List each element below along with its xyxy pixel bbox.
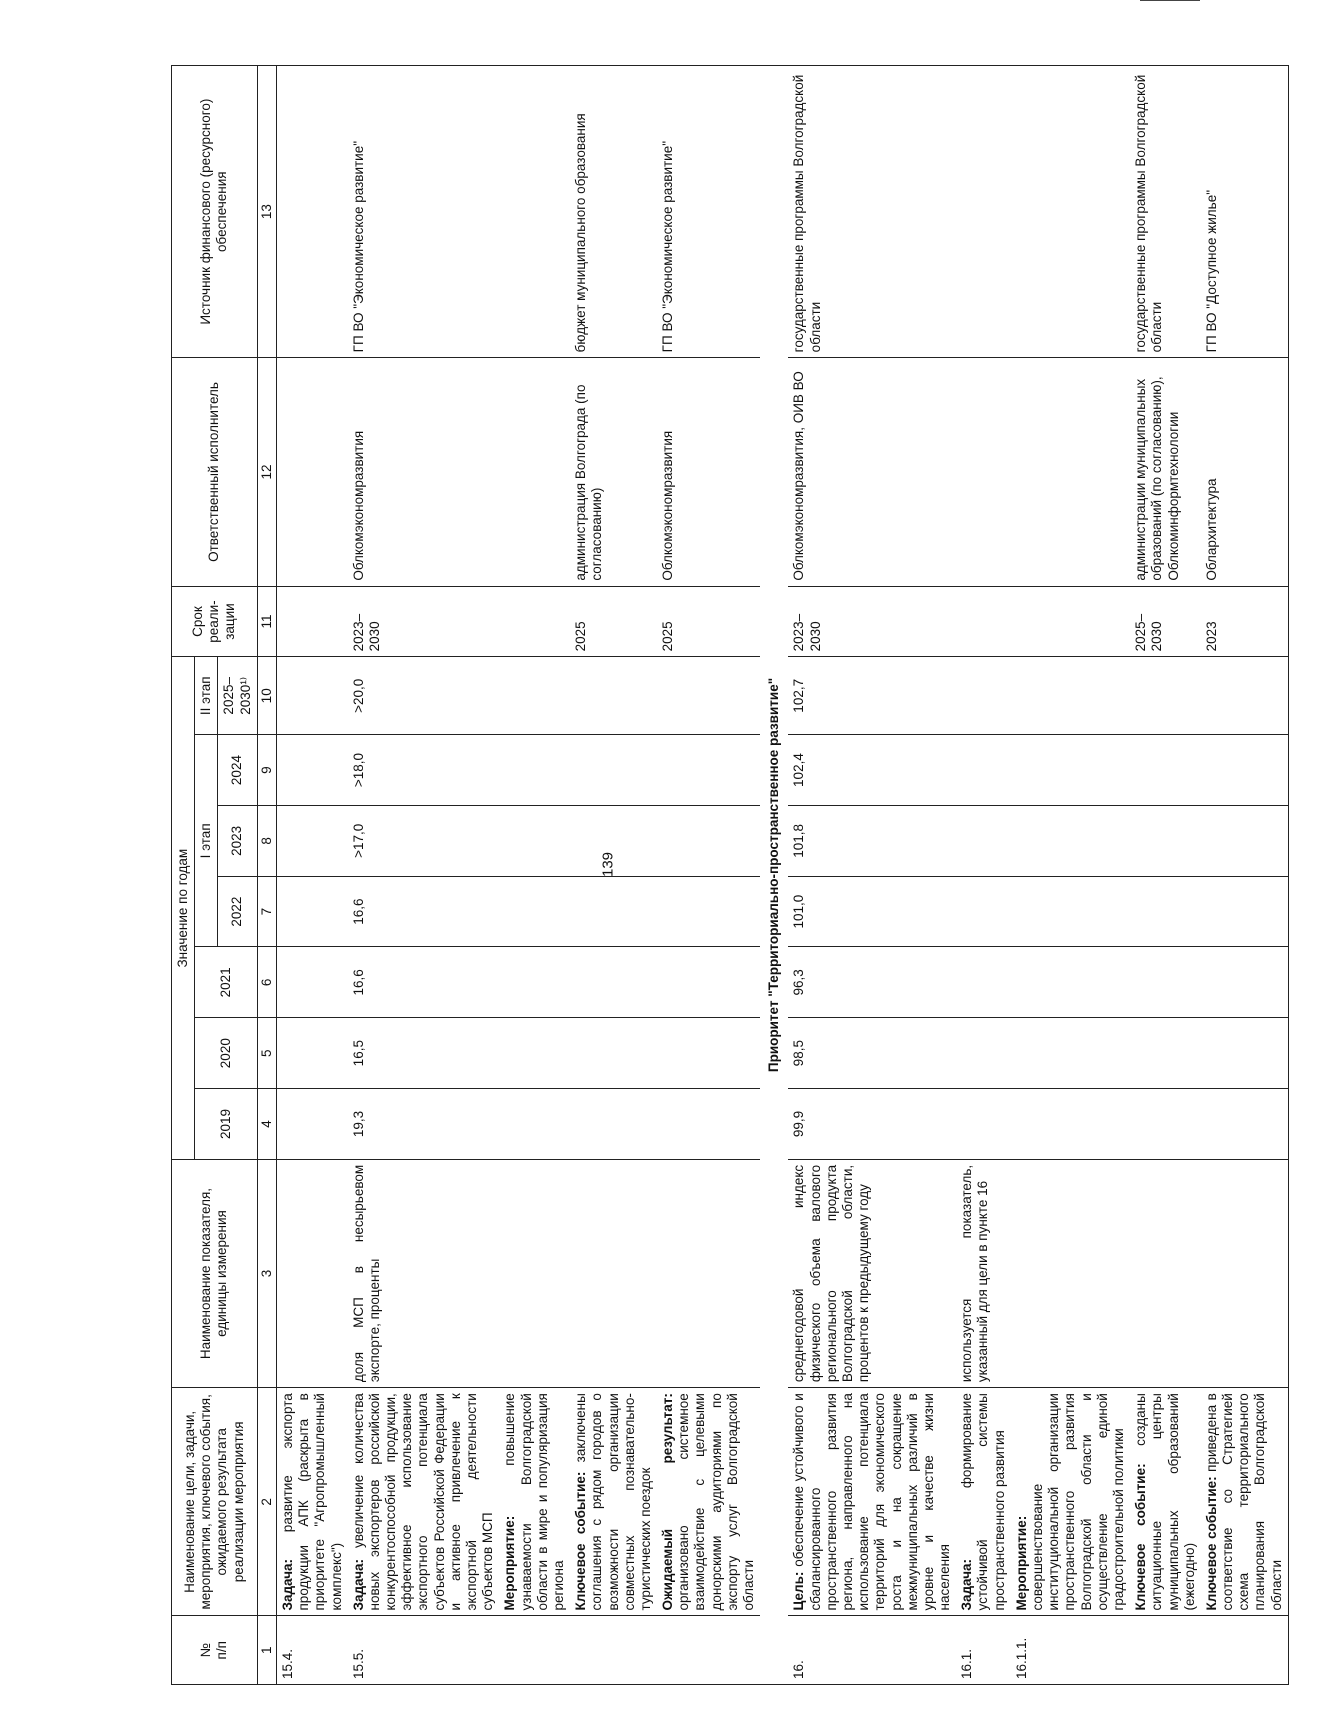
- header-number: № п/п: [172, 1616, 258, 1685]
- header-name: Наименование цели, задачи, мероприятия, ключевого события, ожидаемого результата реализации мероприятия: [172, 1388, 258, 1616]
- row-number: [499, 1616, 570, 1685]
- row-value: [276, 947, 347, 1018]
- header-values-by-year: Значение по годам: [172, 657, 195, 1159]
- row-value: [1130, 735, 1201, 806]
- row-value: [499, 1018, 570, 1089]
- header-stage-2: II этап: [195, 657, 218, 735]
- row-funding-source: государственные программы Волгоградской области: [788, 66, 956, 358]
- row-funding-source: ГП ВО "Экономическое развитие": [657, 66, 760, 358]
- row-value: [570, 735, 657, 806]
- row-value: [570, 947, 657, 1018]
- row-value: 99,9: [788, 1089, 956, 1160]
- row-description: [1130, 1388, 1201, 1616]
- row-value: 16,5: [348, 1018, 500, 1089]
- row-description: [657, 1388, 760, 1616]
- column-number-12: 12: [257, 358, 276, 586]
- column-number-5: 5: [257, 1018, 276, 1089]
- row-number: [1130, 1616, 1201, 1685]
- row-value: [956, 1089, 1011, 1160]
- row-value: [1130, 805, 1201, 876]
- row-value: [499, 1089, 570, 1160]
- row-description: [1011, 1388, 1130, 1616]
- row-value: [956, 1018, 1011, 1089]
- row-number: 15.5.: [348, 1616, 500, 1685]
- row-value: [1201, 1018, 1288, 1089]
- row-term: 2025: [657, 586, 760, 657]
- row-value: >17,0: [348, 805, 500, 876]
- row-term: 2025: [570, 586, 657, 657]
- row-indicator: доля МСП в несырьевом экспорте, проценты: [348, 1159, 500, 1387]
- row-value: [1130, 876, 1201, 947]
- row-indicator: используется показатель, указанный для цели в пункте 16: [956, 1159, 1011, 1387]
- row-value: [276, 805, 347, 876]
- table-row: [1011, 66, 1130, 1685]
- row-value: [499, 735, 570, 806]
- row-value: [956, 876, 1011, 947]
- row-value: [499, 876, 570, 947]
- row-number: [657, 1616, 760, 1685]
- table-row: [1201, 66, 1288, 1685]
- row-number: 16.1.1.: [1011, 1616, 1130, 1685]
- row-value: [1201, 947, 1288, 1018]
- row-responsible: администрации муниципальных образований (по согласованию), Облкоминформтехнологии: [1130, 358, 1201, 586]
- header-year-2024: 2024: [218, 735, 257, 806]
- row-indicator: [499, 1159, 570, 1387]
- row-text: созданы ситуационные центры муниципальных образований (ежегодно): [1133, 1393, 1197, 1611]
- row-text: увеличение количества новых экспортеров российской конкурентоспособной продукции, эффективное использование экспортного потенциала субъектов Российской Федерации и активное привлечение к экспортной деятельности субъектов МСП: [350, 1393, 496, 1611]
- row-term: [499, 586, 570, 657]
- row-value: [657, 947, 760, 1018]
- column-number-9: 9: [257, 735, 276, 806]
- row-value: 16,6: [348, 876, 500, 947]
- row-number: 16.1.: [956, 1616, 1011, 1685]
- table-row: [788, 66, 956, 1685]
- table-row: [348, 66, 500, 1685]
- row-value: [657, 876, 760, 947]
- priority-row: [760, 66, 788, 1685]
- row-value: 101,0: [788, 876, 956, 947]
- row-funding-source: [1011, 66, 1130, 358]
- row-value: [956, 805, 1011, 876]
- header-year-2023: 2023: [218, 805, 257, 876]
- row-funding-source: государственные программы Волгоградской области: [1130, 66, 1201, 358]
- column-number-6: 6: [257, 947, 276, 1018]
- row-number: [570, 1616, 657, 1685]
- column-number-1: 1: [257, 1616, 276, 1685]
- row-value: [1130, 1018, 1201, 1089]
- row-value: [1011, 947, 1130, 1018]
- row-value: [1011, 657, 1130, 735]
- header-responsible: Ответственный исполнитель: [172, 358, 258, 586]
- row-value: [657, 735, 760, 806]
- row-term: 2025–2030: [1130, 586, 1201, 657]
- row-value: [276, 1018, 347, 1089]
- row-term: 2023–2030: [348, 586, 500, 657]
- row-value: [499, 947, 570, 1018]
- row-responsible: [499, 358, 570, 586]
- table-row: [657, 66, 760, 1685]
- row-value: [276, 876, 347, 947]
- header-year-2022: 2022: [218, 876, 257, 947]
- row-value: 16,6: [348, 947, 500, 1018]
- column-number-7: 7: [257, 876, 276, 947]
- row-indicator: [1201, 1159, 1288, 1387]
- row-description: [1201, 1388, 1288, 1616]
- row-value: [956, 947, 1011, 1018]
- row-value: [657, 805, 760, 876]
- header-term: Срок реали-зации: [172, 586, 258, 657]
- table-row: [1130, 66, 1201, 1685]
- column-number-2: 2: [257, 1388, 276, 1616]
- row-term: 2023–2030: [788, 586, 956, 657]
- row-value: [1130, 947, 1201, 1018]
- row-responsible: Облархитектура: [1201, 358, 1288, 586]
- row-description: [788, 1388, 956, 1616]
- row-funding-source: [956, 66, 1011, 358]
- row-funding-source: [276, 66, 347, 358]
- row-text: повышение узнаваемости Волгоградской области в мире и популяризация региона: [502, 1393, 566, 1611]
- row-responsible: [956, 358, 1011, 586]
- row-indicator: [1011, 1159, 1130, 1387]
- row-value: [1130, 657, 1201, 735]
- header-funding-source: Источник финансового (ресурсного) обеспечения: [172, 66, 258, 358]
- row-description: [956, 1388, 1011, 1616]
- row-value: 102,7: [788, 657, 956, 735]
- header-year-2019: 2019: [195, 1089, 258, 1160]
- row-label: Ожидаемый результат:: [660, 1393, 676, 1611]
- row-funding-source: бюджет муниципального образования: [570, 66, 657, 358]
- row-text: развитие экспорта продукции АПК (раскрыта в приоритете "Агропромышленный комплекс"): [279, 1393, 344, 1611]
- row-label: Ключевое событие:: [573, 1471, 589, 1611]
- row-text: обеспечение устойчивого и сбалансированного пространственного развития региона, направленного на использование потенциала территорий для экономического роста и на сокращение межмуниципальных различий в уровне и качестве жизни населения: [791, 1393, 953, 1611]
- row-funding-source: [499, 66, 570, 358]
- row-label: Задача:: [279, 1558, 295, 1611]
- row-label: Ключевое событие:: [1133, 1463, 1149, 1611]
- column-number-row: [257, 66, 276, 1685]
- row-value: [1011, 876, 1130, 947]
- row-description: [570, 1388, 657, 1616]
- table-row: [570, 66, 657, 1685]
- row-value: >20,0: [348, 657, 500, 735]
- row-responsible: [1011, 358, 1130, 586]
- row-number: [1201, 1616, 1288, 1685]
- row-value: [657, 657, 760, 735]
- row-label: Мероприятие:: [502, 1515, 518, 1611]
- row-text: заключены соглашения с рядом городов о возможности организации совместных познавательно-туристических поездок: [573, 1393, 653, 1611]
- row-value: [499, 657, 570, 735]
- row-value: [570, 1089, 657, 1160]
- row-description: [499, 1388, 570, 1616]
- row-value: [1130, 1089, 1201, 1160]
- row-indicator: [570, 1159, 657, 1387]
- row-label: Мероприятие:: [1013, 1515, 1029, 1611]
- column-number-13: 13: [257, 66, 276, 358]
- row-value: [956, 735, 1011, 806]
- row-description: [276, 1388, 347, 1616]
- row-label: Ключевое событие:: [1203, 1476, 1219, 1611]
- row-value: [1201, 1089, 1288, 1160]
- table-row: [956, 66, 1011, 1685]
- row-value: [499, 805, 570, 876]
- rotated-table-container: [171, 25, 1341, 1685]
- row-value: 98,5: [788, 1018, 956, 1089]
- row-responsible: Облкомэкономразвития, ОИВ ВО: [788, 358, 956, 586]
- page-edge-line: [1140, 0, 1200, 1]
- row-value: [1011, 1018, 1130, 1089]
- row-text: совершенствование институциональной организации пространственного развития Волгоградской области и осуществление единой градостроительной политики: [1030, 1393, 1126, 1611]
- page-number: 139: [599, 851, 617, 878]
- row-value: [570, 805, 657, 876]
- row-number: 16.: [788, 1616, 956, 1685]
- row-value: [276, 1089, 347, 1160]
- row-indicator: [1130, 1159, 1201, 1387]
- row-label: Цель:: [791, 1571, 807, 1611]
- row-label: Задача:: [350, 1558, 366, 1611]
- row-value: [570, 876, 657, 947]
- row-value: [1011, 735, 1130, 806]
- row-term: [1011, 586, 1130, 657]
- strategy-table: [171, 65, 1289, 1685]
- header-stage-1: I этап: [195, 735, 218, 947]
- row-value: [570, 657, 657, 735]
- row-responsible: Облкомэкономразвития: [657, 358, 760, 586]
- row-value: [1201, 657, 1288, 735]
- row-value: >18,0: [348, 735, 500, 806]
- row-value: [956, 657, 1011, 735]
- row-value: [570, 1018, 657, 1089]
- header-year-2021: 2021: [195, 947, 258, 1018]
- row-funding-source: ГП ВО "Доступное жилье": [1201, 66, 1288, 358]
- column-number-4: 4: [257, 1089, 276, 1160]
- table-row: [276, 66, 347, 1685]
- row-value: [1011, 805, 1130, 876]
- column-number-10: 10: [257, 657, 276, 735]
- row-value: [1201, 876, 1288, 947]
- row-term: 2023: [1201, 586, 1288, 657]
- row-value: [1201, 805, 1288, 876]
- priority-title: Приоритет "Территориально-пространственное развитие": [760, 66, 788, 1685]
- row-indicator: [657, 1159, 760, 1387]
- row-value: 96,3: [788, 947, 956, 1018]
- row-value: 101,8: [788, 805, 956, 876]
- row-responsible: [276, 358, 347, 586]
- row-value: [657, 1089, 760, 1160]
- row-responsible: администрация Волгограда (по согласованию): [570, 358, 657, 586]
- row-number: 15.4.: [276, 1616, 347, 1685]
- row-label: Задача:: [959, 1558, 975, 1611]
- row-indicator: среднегодовой индекс физического объема валового регионального продукта Волгоградской области, процентов к предыдущему году: [788, 1159, 956, 1387]
- row-term: [276, 586, 347, 657]
- row-value: 102,4: [788, 735, 956, 806]
- row-value: [657, 1018, 760, 1089]
- column-number-11: 11: [257, 586, 276, 657]
- row-responsible: Облкомэкономразвития: [348, 358, 500, 586]
- row-description: [348, 1388, 500, 1616]
- row-text: формирование устойчивой системы пространственного развития: [959, 1393, 1007, 1611]
- row-indicator: [276, 1159, 347, 1387]
- column-number-3: 3: [257, 1159, 276, 1387]
- row-text: приведена в соответствие со Стратегией схема территориального планирования Волгоградской области: [1203, 1393, 1284, 1611]
- column-number-8: 8: [257, 805, 276, 876]
- row-text: организовано системное взаимодействие с целевыми донорскими аудиториями по экспорту услуг Волгоградской области: [676, 1393, 756, 1611]
- table-row: [499, 66, 570, 1685]
- row-value: [1201, 735, 1288, 806]
- row-funding-source: ГП ВО "Экономическое развитие": [348, 66, 500, 358]
- header-year-2020: 2020: [195, 1018, 258, 1089]
- row-value: [276, 735, 347, 806]
- header-year-2025-2030: 2025–2030¹⁾: [218, 657, 257, 735]
- row-value: 19,3: [348, 1089, 500, 1160]
- row-value: [1011, 1089, 1130, 1160]
- header-indicator: Наименование показателя, единицы измерения: [172, 1159, 258, 1387]
- row-term: [956, 586, 1011, 657]
- row-value: [276, 657, 347, 735]
